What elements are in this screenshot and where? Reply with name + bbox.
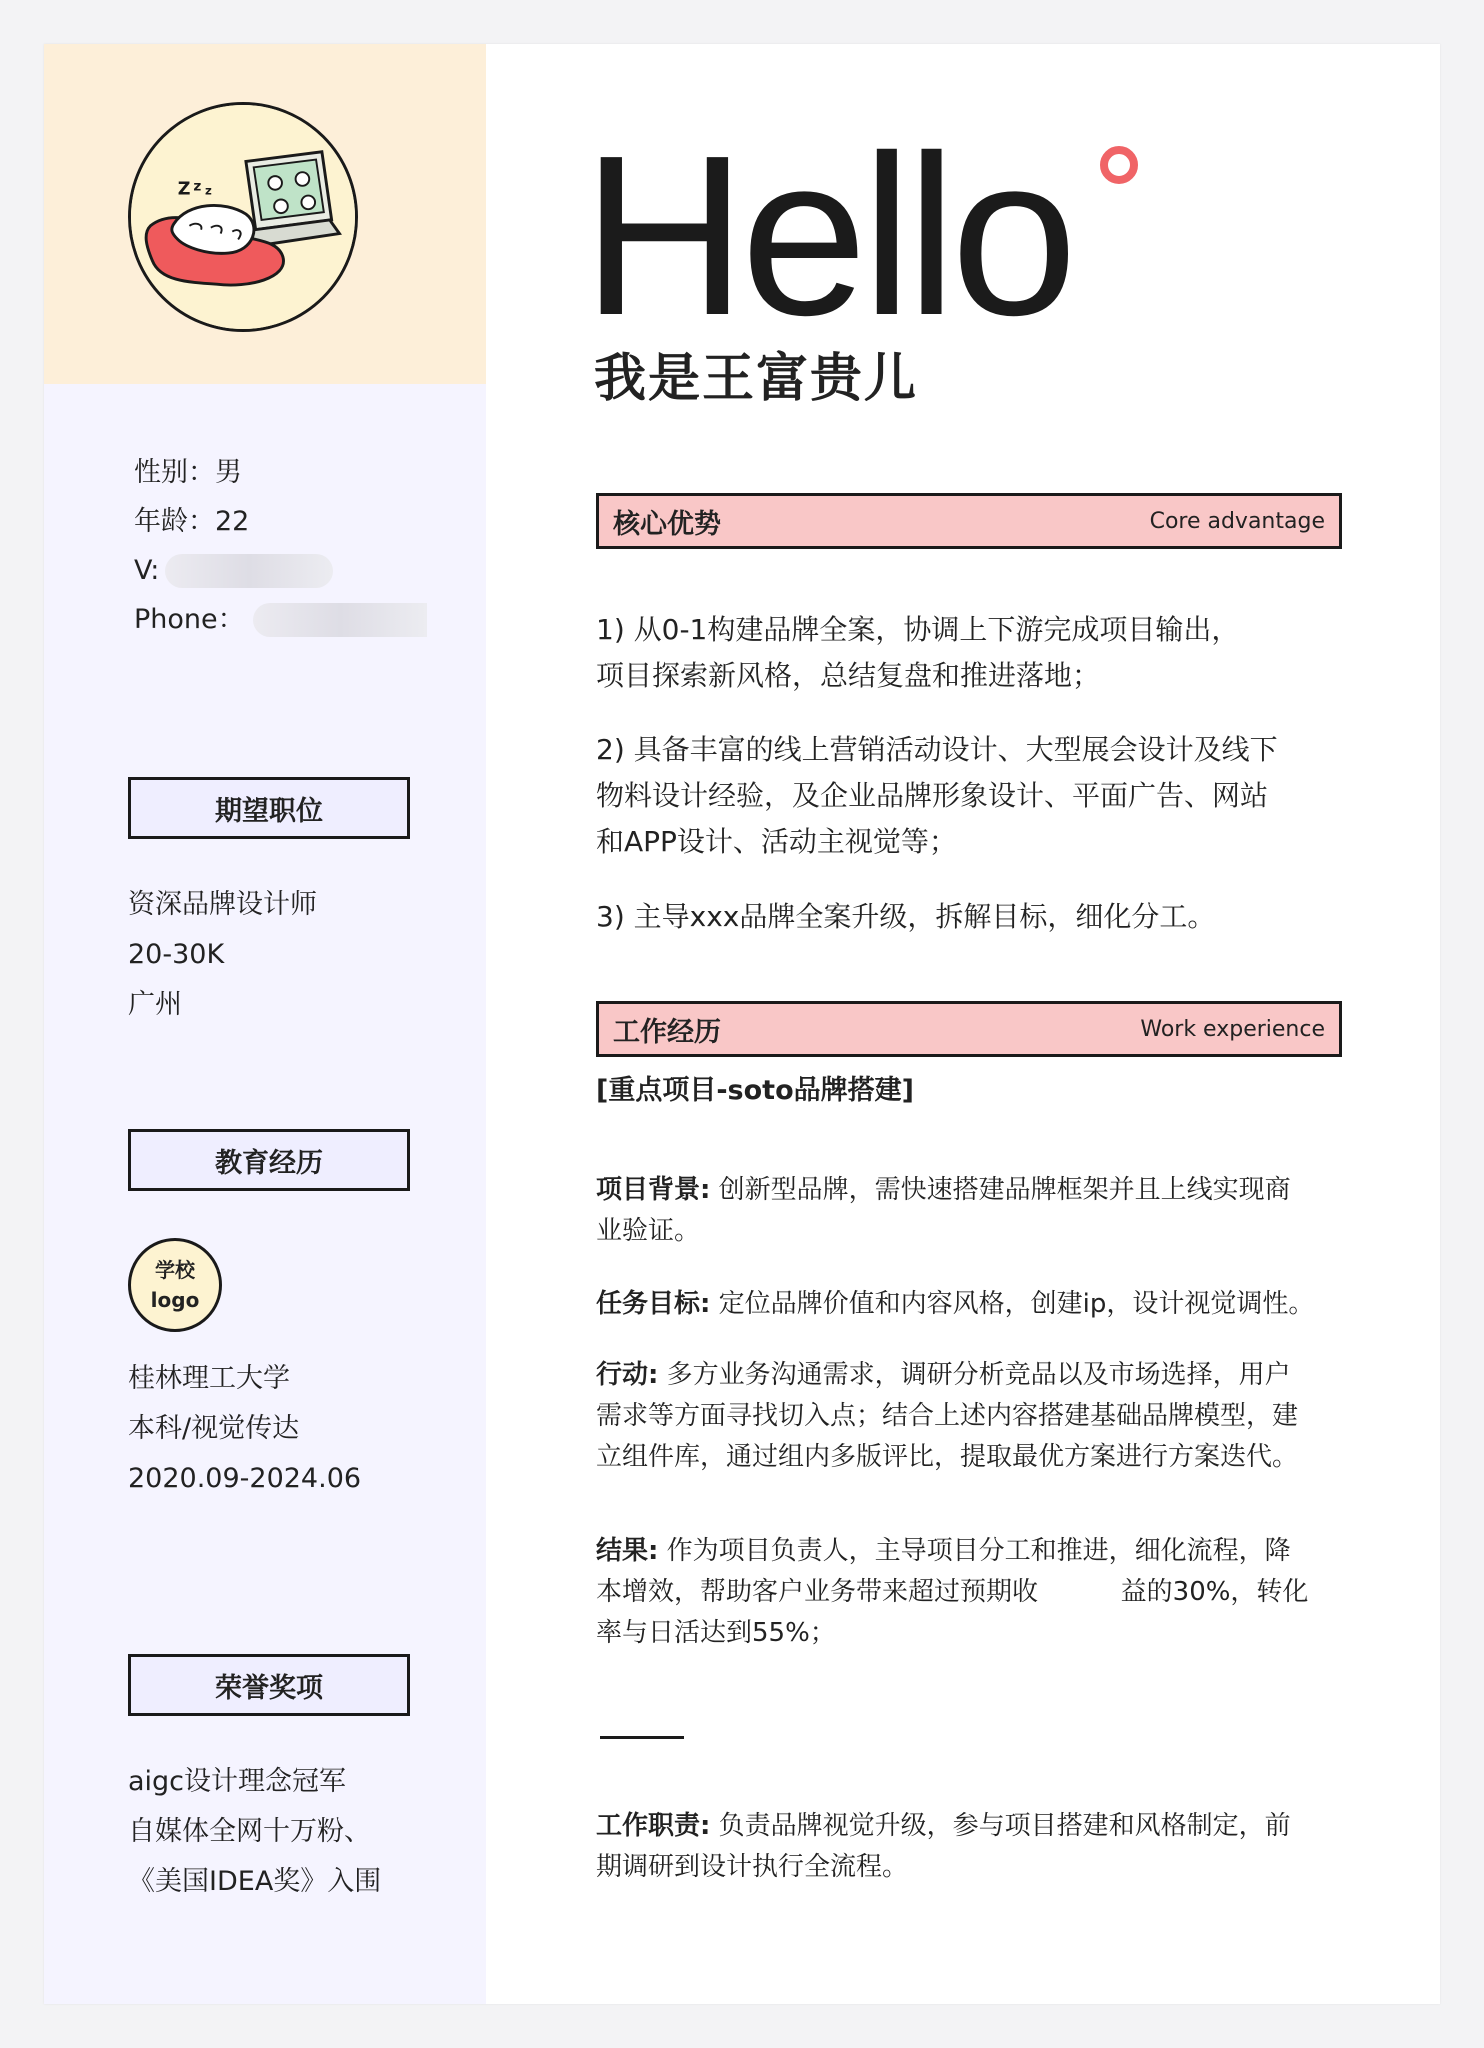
phone-redacted	[253, 603, 427, 637]
wechat-row	[134, 546, 427, 595]
school-logo-text-2: logo	[150, 1288, 200, 1312]
text: 需求等方面寻找切入点；结合上述内容搭建基础品牌模型，建	[596, 1401, 1299, 1431]
wechat-label: V:	[134, 555, 160, 586]
phone-row	[134, 595, 427, 644]
phone-label: Phone：	[134, 604, 245, 635]
list-item: aigc设计理念冠军	[128, 1766, 347, 1797]
label: 结果:	[596, 1536, 659, 1566]
project-background	[596, 1170, 1356, 1252]
list-item: 《美国IDEA奖》入围	[128, 1866, 382, 1897]
svg-text:z: z	[193, 178, 202, 195]
list-item: 自媒体全网十万粉、	[128, 1816, 371, 1847]
work-experience-title: 工作经历	[613, 1016, 721, 1048]
honors-list	[128, 1757, 381, 1907]
label: 任务目标:	[596, 1289, 711, 1319]
name-heading: 我是王富贵儿	[594, 349, 919, 409]
school-logo-text-1: 学校	[155, 1258, 195, 1282]
personal-info	[134, 448, 427, 644]
core-advantage-header	[596, 493, 1342, 549]
text: 多方业务沟通需求，调研分析竞品以及市场选择，用户	[658, 1360, 1291, 1390]
age-text: 年龄：22	[134, 506, 250, 537]
gender-text: 性别：男	[134, 457, 242, 488]
result	[596, 1531, 1356, 1654]
core-item-1	[596, 607, 1356, 699]
list-item: 本科/视觉传达	[128, 1413, 300, 1444]
label: 行动:	[596, 1360, 659, 1390]
task-goal	[596, 1284, 1356, 1325]
expect-position-list	[128, 880, 317, 1030]
text: 业验证。	[596, 1216, 701, 1246]
label: 工作职责:	[596, 1811, 711, 1841]
text: 期调研到设计执行全流程。	[596, 1852, 909, 1882]
svg-text:z: z	[205, 183, 212, 198]
text: 作为项目负责人，主导项目分工和推进，细化流程，降	[658, 1536, 1291, 1566]
sidebar	[44, 44, 486, 2004]
action	[596, 1355, 1356, 1478]
label: 项目背景:	[596, 1175, 711, 1205]
text: 负责品牌视觉升级，参与项目搭建和风格制定，前	[710, 1811, 1291, 1841]
core-item-line: 项目探索新风格，总结复盘和推进落地；	[596, 659, 1101, 692]
education-list	[128, 1354, 361, 1504]
svg-text:Z: Z	[177, 179, 191, 200]
education-heading: 教育经历	[128, 1129, 410, 1191]
list-item: 桂林理工大学	[128, 1363, 290, 1394]
core-item-line: 3) 主导xxx品牌全案升级，拆解目标，细化分工。	[596, 900, 1216, 933]
work-duty	[596, 1806, 1356, 1888]
list-item: 2020.09-2024.06	[128, 1463, 362, 1494]
core-advantage-title: 核心优势	[613, 508, 721, 540]
text: 立组件库，通过组内多版评比，提取最优方案进行方案迭代。	[596, 1442, 1299, 1472]
core-advantage-en: Core advantage	[1149, 508, 1325, 534]
list-item: 广州	[128, 989, 182, 1020]
avatar-panel	[44, 44, 486, 384]
text: 率与日活达到55%；	[596, 1618, 836, 1648]
list-item: 资深品牌设计师	[128, 889, 317, 920]
core-item-line: 1) 从0-1构建品牌全案，协调上下游完成项目输出，	[596, 613, 1240, 646]
core-item-3	[596, 894, 1356, 940]
core-item-line: 物料设计经验，及企业品牌形象设计、平面广告、网站	[596, 779, 1269, 812]
wechat-redacted	[165, 554, 333, 588]
expect-position-heading: 期望职位	[128, 777, 410, 839]
work-experience-en: Work experience	[1140, 1016, 1325, 1042]
accent-circle-icon	[1100, 146, 1138, 184]
text: 本增效，帮助客户业务带来超过预期收 益的30%，转化	[596, 1577, 1309, 1607]
core-item-line: 2) 具备丰富的线上营销活动设计、大型展会设计及线下	[596, 733, 1278, 766]
resume-page	[44, 44, 1440, 2004]
sleeping-cat-illustration	[131, 105, 355, 329]
text: 定位品牌价值和内容风格，创建ip，设计视觉调性。	[710, 1289, 1315, 1319]
work-experience-header	[596, 1001, 1342, 1057]
core-item-line: 和APP设计、活动主视觉等；	[596, 825, 957, 858]
list-item: 20-30K	[128, 939, 225, 970]
avatar	[128, 102, 358, 332]
school-logo	[128, 1238, 222, 1332]
text: 创新型品牌，需快速搭建品牌框架并且上线实现商	[710, 1175, 1291, 1205]
hello-title: Hello	[582, 109, 1072, 363]
project-title: [重点项目-soto品牌搭建]	[596, 1075, 914, 1106]
divider	[600, 1736, 684, 1739]
honors-heading: 荣誉奖项	[128, 1654, 410, 1716]
core-item-2	[596, 727, 1356, 865]
